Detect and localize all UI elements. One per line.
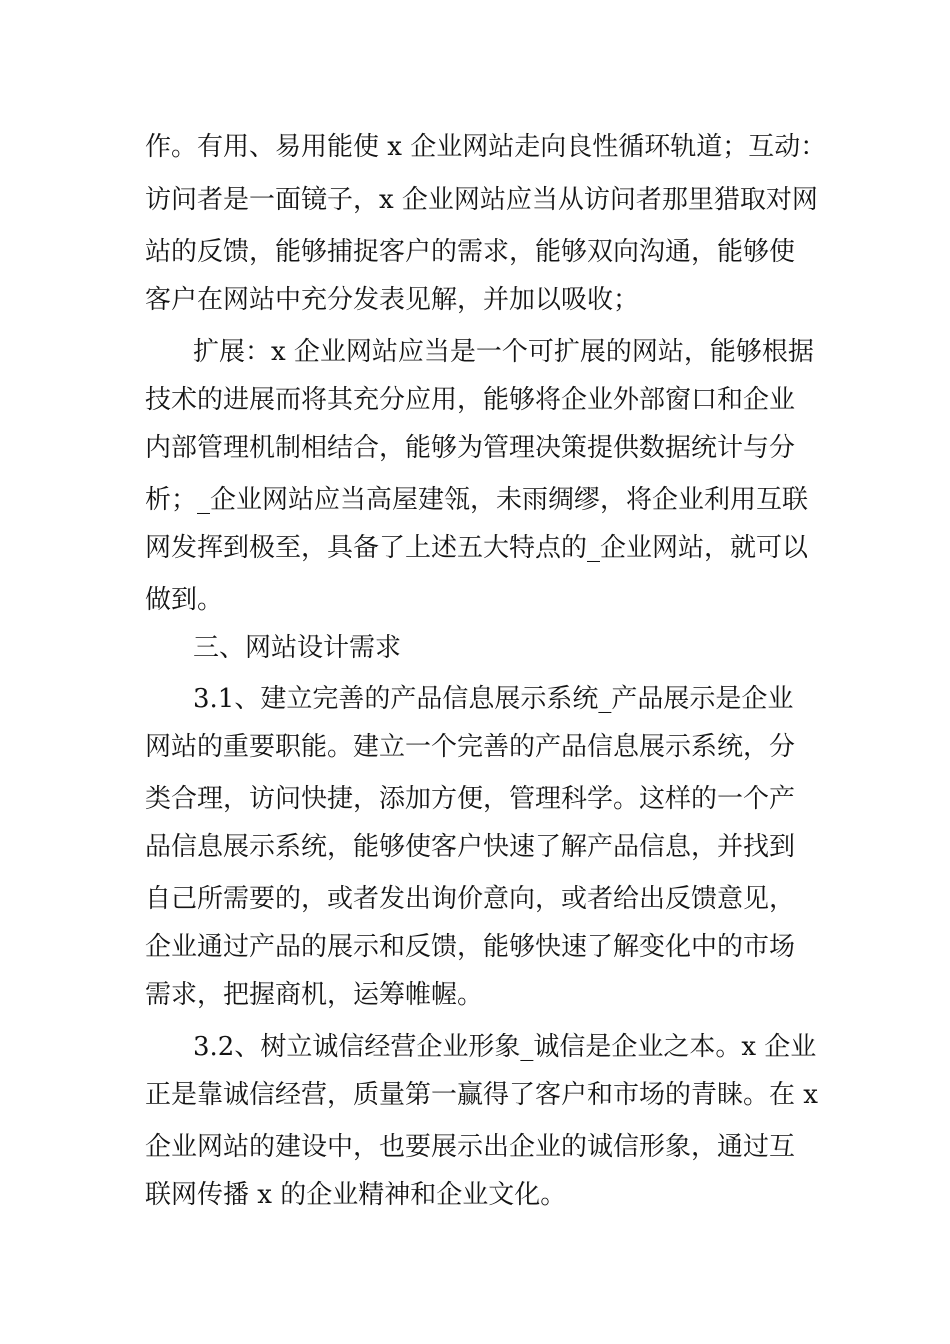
text-line: 析；_企业网站应当高屋建瓴，未雨绸缪，将企业利用互联 — [145, 485, 809, 515]
text-line: 扩展：x 企业网站应当是一个可扩展的网站，能够根据 — [193, 337, 814, 367]
text-line: 客户在网站中充分发表见解，并加以吸收； — [145, 285, 640, 315]
text-line: 3.1、建立完善的产品信息展示系统_产品展示是企业 — [193, 684, 794, 714]
text-line: 作。有用、易用能使 x 企业网站走向良性循环轨道；互动： — [145, 132, 827, 162]
text-line: 需求，把握商机，运筹帷幄。 — [145, 980, 484, 1010]
text-line: 网站的重要职能。建立一个完善的产品信息展示系统，分 — [145, 732, 796, 762]
text-line: 技术的进展而将其充分应用，能够将企业外部窗口和企业 — [145, 385, 796, 415]
text-line: 访问者是一面镜子，x 企业网站应当从访问者那里猎取对网 — [145, 185, 818, 215]
text-line: 联网传播 x 的企业精神和企业文化。 — [145, 1180, 567, 1210]
text-line: 网发挥到极至，具备了上述五大特点的_企业网站，就可以 — [145, 533, 809, 563]
text-line: 正是靠诚信经营，质量第一赢得了客户和市场的青睐。在 x — [145, 1080, 818, 1110]
text-line: 企业网站的建设中，也要展示出企业的诚信形象，通过互 — [145, 1132, 796, 1162]
text-line: 企业通过产品的展示和反馈，能够快速了解变化中的市场 — [145, 932, 796, 962]
text-line: 3.2、树立诚信经营企业形象_诚信是企业之本。x 企业 — [193, 1032, 817, 1062]
text-line: 做到。 — [145, 585, 224, 615]
text-line: 内部管理机制相结合，能够为管理决策提供数据统计与分 — [145, 433, 796, 463]
text-line: 类合理，访问快捷，添加方便，管理科学。这样的一个产 — [145, 784, 796, 814]
text-line: 自己所需要的，或者发出询价意向，或者给出反馈意见， — [145, 884, 796, 914]
text-line: 站的反馈，能够捕捉客户的需求，能够双向沟通，能够使 — [145, 237, 796, 267]
section-heading: 三、网站设计需求 — [193, 633, 402, 663]
text-line: 品信息展示系统，能够使客户快速了解产品信息，并找到 — [145, 832, 796, 862]
